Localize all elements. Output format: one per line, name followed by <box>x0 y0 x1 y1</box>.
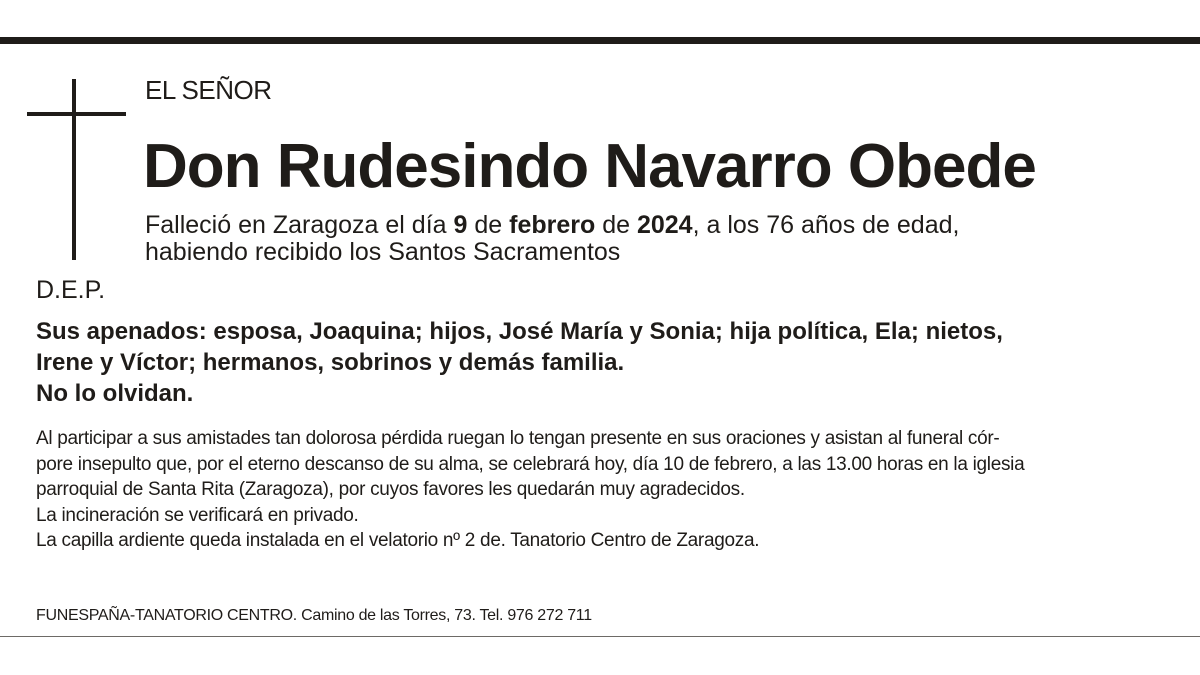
mourners-block <box>36 316 1176 409</box>
cross-icon <box>27 79 126 260</box>
dep-label: D.E.P. <box>36 276 106 304</box>
funeral-info-line: La incineración se verificará en privado. <box>36 504 359 526</box>
death-day: 9 <box>453 211 468 239</box>
death-line-1: Falleció en Zaragoza el día 9 de febrero de 2024, a los 76 años de edad, <box>145 211 960 239</box>
mourners-line: Irene y Víctor; hermanos, sobrinos y demás familia. <box>36 349 625 376</box>
death-year: 2024 <box>636 211 693 239</box>
funeral-info-line: parroquial de Santa Rita (Zaragoza), por cuyos favores les quedarán muy agradecidos. <box>36 479 745 500</box>
title-prefix: EL SEÑOR <box>145 75 272 105</box>
funeral-info <box>36 426 1186 554</box>
mourners-line: Sus apenados: esposa, Joaquina; hijos, José María y Sonia; hija política, Ela; nietos, <box>36 318 1003 345</box>
funeral-home-footer: FUNESPAÑA-TANATORIO CENTRO. Camino de las Torres, 73. Tel. 976 272 711 <box>36 607 592 624</box>
death-month: febrero <box>509 211 596 239</box>
funeral-info-line: pore insepulto que, por el eterno descanso de su alma, se celebrará hoy, día 10 de febrero, a las 13.00 horas en la iglesia <box>36 453 1025 475</box>
deceased-name: Don Rudesindo Navarro Obede <box>143 132 1036 201</box>
funeral-info-line: La capilla ardiente queda instalada en el velatorio nº 2 de. Tanatorio Centro de Zaragoza. <box>36 530 760 551</box>
mourners-line: No lo olvidan. <box>36 380 194 407</box>
top-rule <box>0 37 1200 44</box>
funeral-info-line: Al participar a sus amistades tan dolorosa pérdida ruegan lo tengan presente en sus oraciones y asistan al funeral cór- <box>36 428 1000 449</box>
bottom-rule <box>0 636 1200 637</box>
death-details <box>145 212 959 266</box>
death-line-2: habiendo recibido los Santos Sacramentos <box>145 238 621 266</box>
